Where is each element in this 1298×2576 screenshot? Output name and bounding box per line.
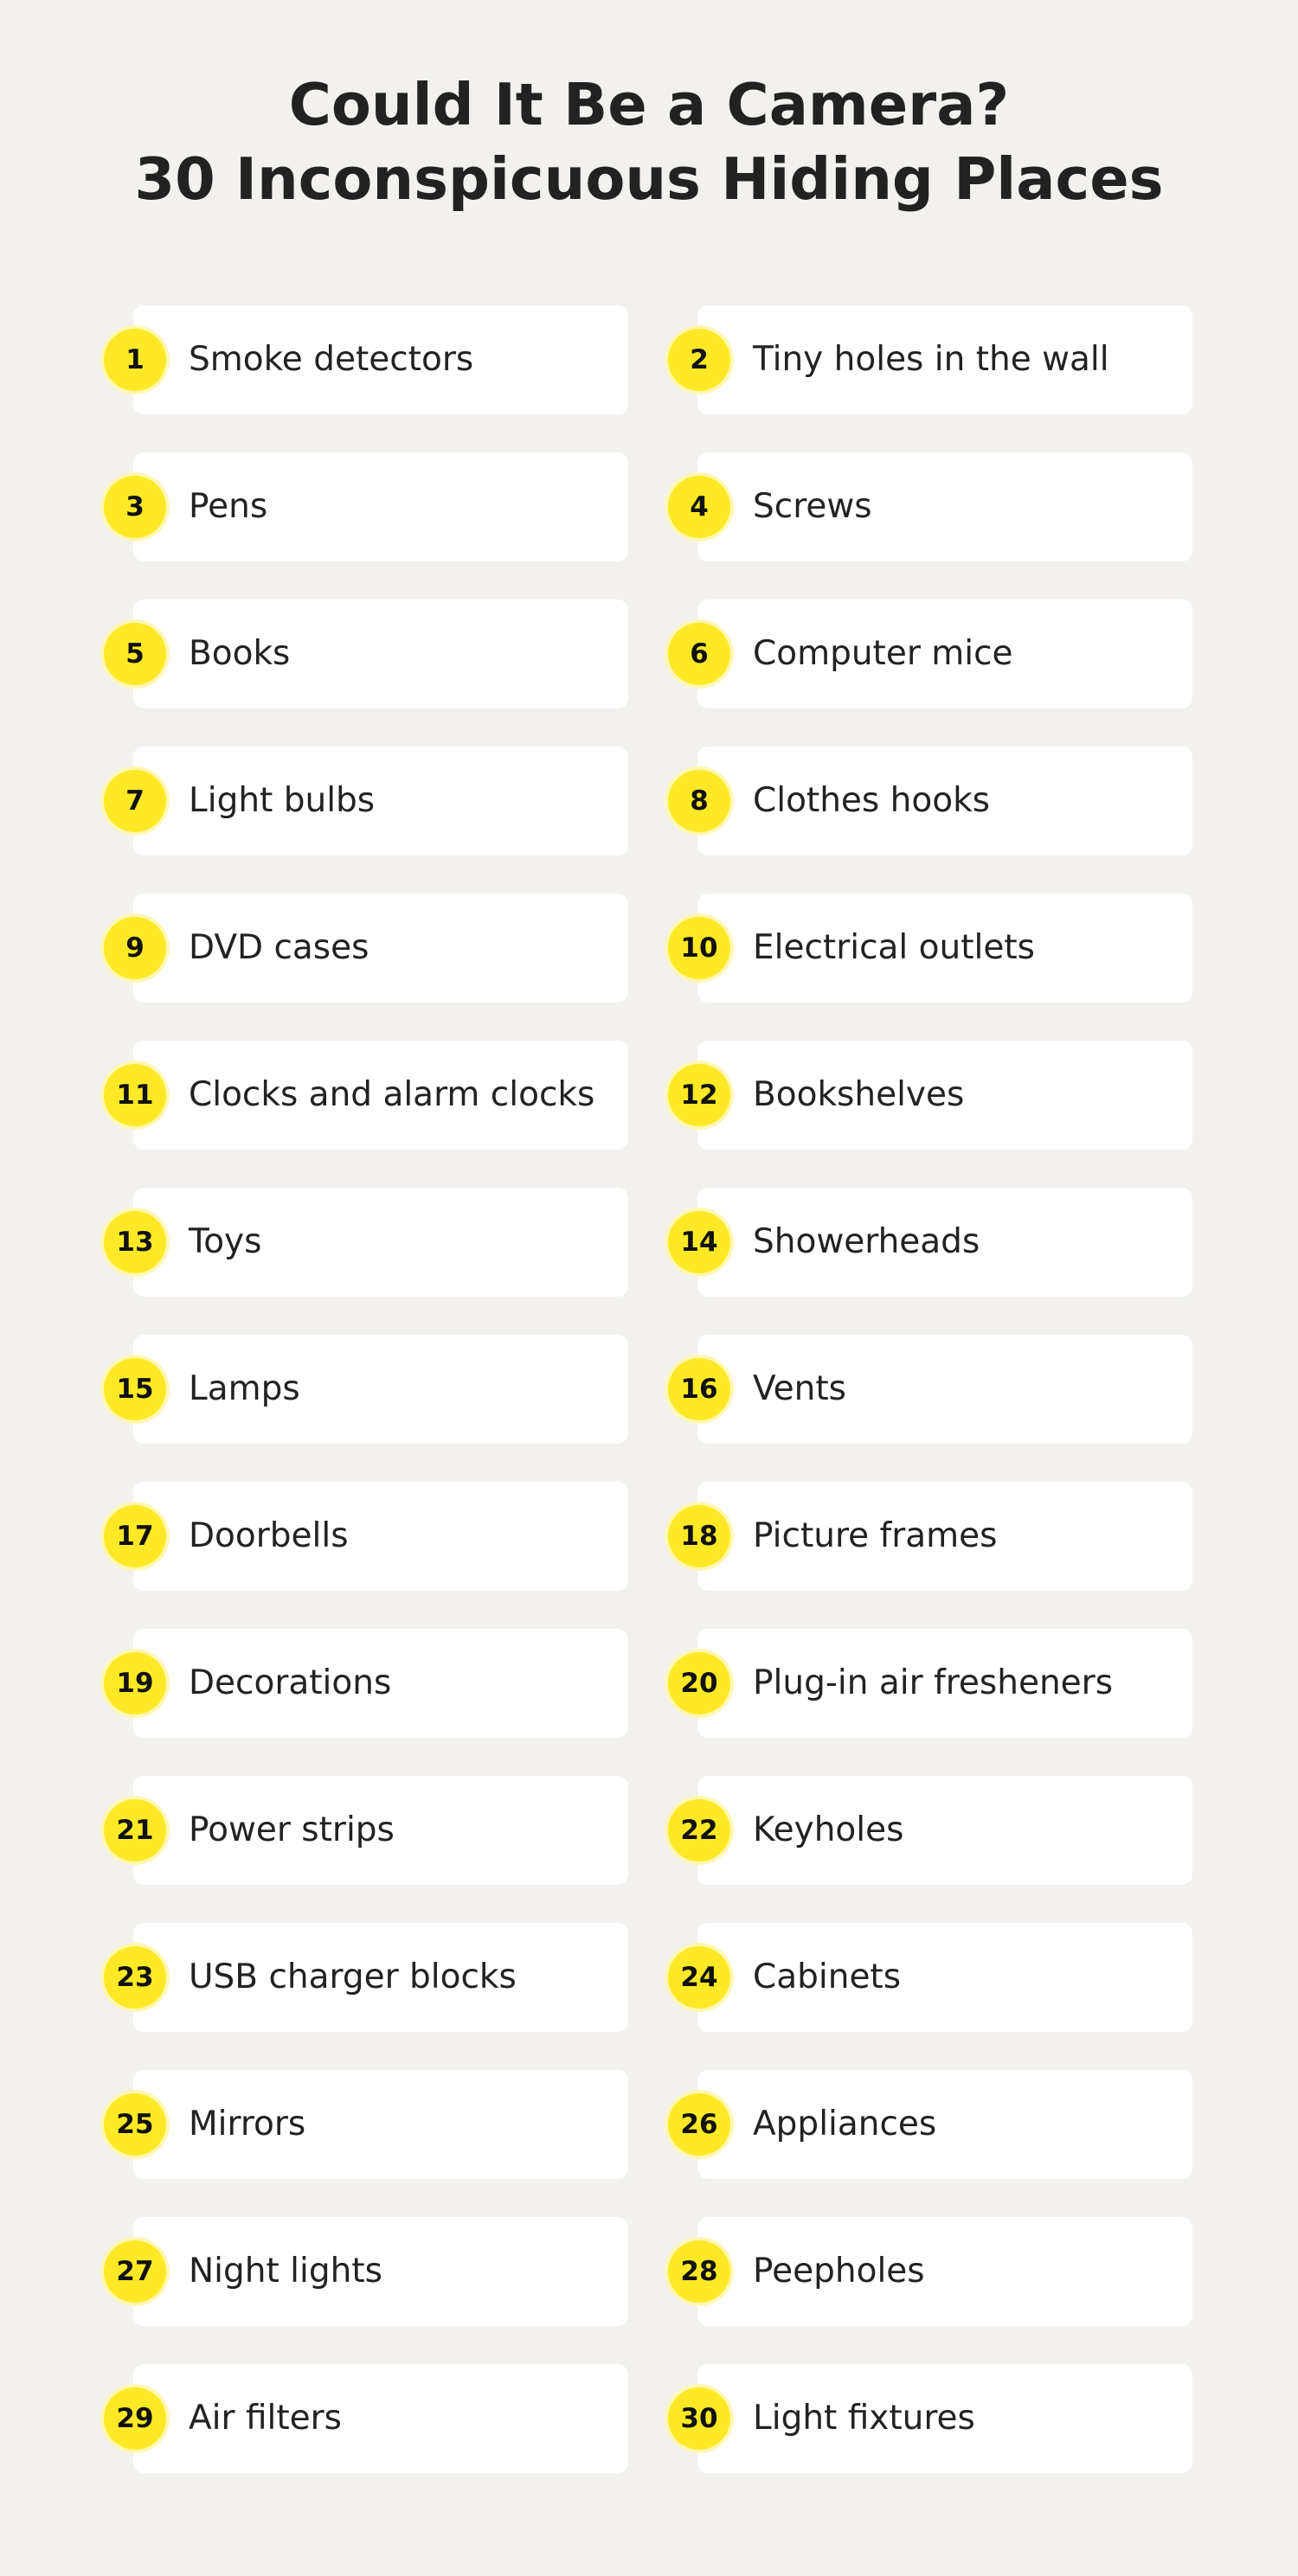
item-label: Picture frames (753, 1516, 998, 1555)
list-item (668, 1335, 1172, 1444)
item-label: Vents (753, 1369, 846, 1408)
item-label: Doorbells (189, 1516, 349, 1555)
item-label: Showerheads (753, 1222, 980, 1261)
list-item (104, 1482, 607, 1591)
item-label: Lamps (189, 1369, 300, 1408)
list-item (668, 1629, 1172, 1738)
item-label: Screws (753, 487, 872, 526)
item-label: Air filters (189, 2399, 342, 2438)
item-label: Mirrors (189, 2105, 306, 2143)
list-item (668, 599, 1172, 708)
item-label: Clocks and alarm clocks (189, 1075, 595, 1114)
item-number-badge: 15 (104, 1358, 166, 1420)
item-label: Decorations (189, 1663, 392, 1702)
item-number-badge: 3 (104, 476, 166, 538)
list-item (104, 1923, 607, 2032)
item-number-badge: 6 (668, 623, 730, 685)
list-item (668, 1482, 1172, 1591)
item-number-badge: 20 (668, 1652, 730, 1714)
item-number-badge: 18 (668, 1505, 730, 1567)
item-label: Night lights (189, 2252, 382, 2291)
item-label: Pens (189, 487, 268, 526)
item-number-badge: 11 (104, 1064, 166, 1126)
item-label: Keyholes (753, 1810, 904, 1849)
item-label: Smoke detectors (189, 340, 474, 379)
item-number-badge: 24 (668, 1946, 730, 2009)
item-number-badge: 7 (104, 770, 166, 832)
list-item (104, 2217, 607, 2326)
item-number-badge: 25 (104, 2093, 166, 2156)
list-item (104, 2364, 607, 2473)
item-number-badge: 17 (104, 1505, 166, 1567)
item-number-badge: 4 (668, 476, 730, 538)
item-number-badge: 2 (668, 329, 730, 391)
item-label: Light fixtures (753, 2399, 975, 2438)
item-label: Cabinets (753, 1958, 902, 1996)
item-number-badge: 29 (104, 2387, 166, 2450)
list-item (104, 1776, 607, 1885)
item-label: DVD cases (189, 928, 369, 967)
list-item (668, 894, 1172, 1003)
item-number-badge: 19 (104, 1652, 166, 1714)
list-item (668, 452, 1172, 561)
item-number-badge: 1 (104, 329, 166, 391)
item-number-badge: 10 (668, 917, 730, 979)
item-label: Toys (189, 1222, 262, 1261)
item-label: Plug-in air fresheners (753, 1663, 1114, 1702)
list-item (104, 1041, 607, 1150)
item-number-badge: 21 (104, 1799, 166, 1862)
item-label: Peepholes (753, 2252, 925, 2291)
item-number-badge: 22 (668, 1799, 730, 1862)
item-number-badge: 8 (668, 770, 730, 832)
item-number-badge: 27 (104, 2240, 166, 2303)
item-label: Electrical outlets (753, 928, 1035, 967)
list-item (104, 305, 607, 414)
item-number-badge: 16 (668, 1358, 730, 1420)
item-number-badge: 12 (668, 1064, 730, 1126)
list-item (668, 1776, 1172, 1885)
item-number-badge: 28 (668, 2240, 730, 2303)
item-number-badge: 5 (104, 623, 166, 685)
list-item (668, 2364, 1172, 2473)
list-item (104, 599, 607, 708)
item-number-badge: 26 (668, 2093, 730, 2156)
list-item (104, 747, 607, 855)
item-label: Bookshelves (753, 1075, 965, 1114)
item-label: Appliances (753, 2105, 937, 2143)
list-item (104, 1335, 607, 1444)
item-label: USB charger blocks (189, 1958, 517, 1996)
list-item (668, 2070, 1172, 2179)
list-item (104, 1188, 607, 1297)
title-line-2: 30 Inconspicuous Hiding Places (134, 145, 1164, 213)
list-item (104, 452, 607, 561)
list-item (668, 747, 1172, 855)
list-item (668, 1041, 1172, 1150)
title-line-1: Could It Be a Camera? (288, 71, 1010, 138)
list-item (668, 2217, 1172, 2326)
item-label: Clothes hooks (753, 781, 990, 820)
item-label: Tiny holes in the wall (753, 340, 1109, 379)
item-label: Books (189, 634, 291, 673)
item-number-badge: 13 (104, 1211, 166, 1273)
item-number-badge: 30 (668, 2387, 730, 2450)
item-label: Light bulbs (189, 781, 376, 820)
item-number-badge: 23 (104, 1946, 166, 2009)
item-label: Power strips (189, 1810, 395, 1849)
list-item (668, 1923, 1172, 2032)
list-item (104, 2070, 607, 2179)
list-item (668, 305, 1172, 414)
item-number-badge: 14 (668, 1211, 730, 1273)
list-item (104, 1629, 607, 1738)
list-item (668, 1188, 1172, 1297)
list-item (104, 894, 607, 1003)
item-number-badge: 9 (104, 917, 166, 979)
item-label: Computer mice (753, 634, 1013, 673)
